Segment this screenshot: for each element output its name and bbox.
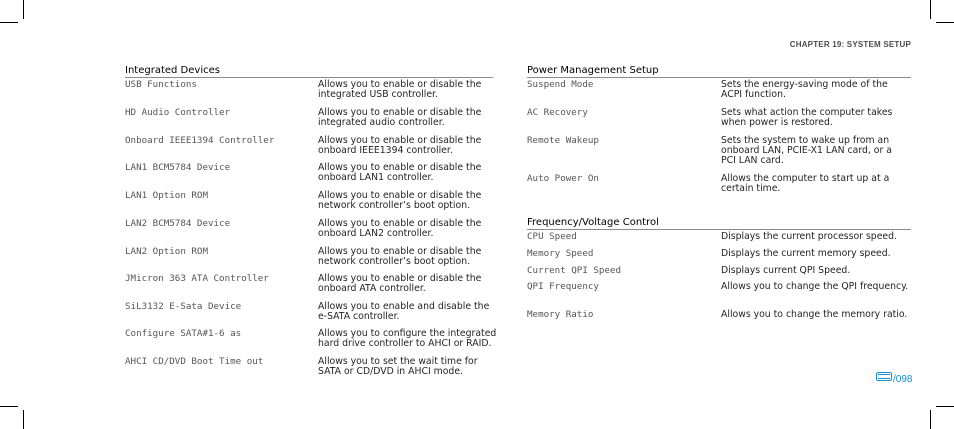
table-row — [527, 280, 911, 308]
setting-name: LAN2 Option ROM — [125, 246, 208, 257]
setting-name: Auto Power On — [527, 173, 599, 184]
table-row — [527, 247, 911, 264]
section-heading: Power Management Setup — [527, 64, 911, 78]
integrated-devices-section — [125, 64, 497, 383]
power-management-table — [527, 78, 911, 200]
setting-description: Allows you to enable or disable the onboard LAN1 controller. — [318, 162, 482, 183]
dell-logo-icon — [876, 372, 892, 381]
setting-description: Allows you to enable or disable the onboard ATA controller. — [318, 273, 482, 294]
setting-name: QPI Frequency — [527, 281, 599, 292]
crop-mark — [0, 406, 18, 407]
setting-description: Allows you to enable or disable the network controller’s boot option. — [318, 246, 482, 267]
page-separator: / — [893, 374, 896, 385]
setting-description: Allows you to set the wait time for SATA or CD/DVD in AHCI mode. — [318, 356, 478, 377]
crop-mark — [23, 410, 24, 429]
table-row — [125, 189, 493, 217]
table-row — [125, 300, 493, 327]
setting-name: Current QPI Speed — [527, 265, 622, 276]
frequency-voltage-table — [527, 230, 911, 336]
setting-description: Allows you to enable or disable the network controller’s boot option. — [318, 190, 482, 211]
setting-description: Allows you to enable or disable the onboard IEEE1394 controller. — [318, 135, 482, 156]
table-row — [527, 78, 911, 106]
crop-mark — [0, 22, 18, 23]
section-heading: Integrated Devices — [125, 64, 493, 78]
setting-name: Suspend Mode — [527, 79, 594, 90]
setting-description: Allows you to configure the integrated hard drive controller to AHCI or RAID. — [318, 328, 497, 349]
setting-name: Onboard IEEE1394 Controller — [125, 135, 275, 146]
crop-mark — [936, 22, 954, 23]
table-row — [125, 245, 493, 272]
setting-name: Configure SATA#1-6 as — [125, 328, 242, 339]
setting-description: Allows the computer to start up at a certain time. — [721, 173, 890, 194]
setting-description: Allows you to enable or disable the integrated audio controller. — [318, 107, 482, 128]
setting-description: Displays current QPI Speed. — [721, 265, 851, 276]
page-number-value: 098 — [895, 374, 913, 385]
section-heading: Frequency/Voltage Control — [527, 216, 911, 230]
setting-name: SiL3132 E-Sata Device — [125, 301, 242, 312]
setting-description: Allows you to enable and disable the e-SATA controller. — [318, 301, 490, 322]
frequency-voltage-section — [527, 216, 911, 336]
setting-name: Memory Ratio — [527, 309, 594, 320]
page-number — [876, 372, 912, 385]
setting-name: LAN1 Option ROM — [125, 190, 208, 201]
setting-description: Allows you to enable or disable the integrated USB controller. — [318, 79, 482, 100]
setting-name: AC Recovery — [527, 107, 588, 118]
setting-name: Memory Speed — [527, 248, 594, 259]
setting-description: Sets what action the computer takes when power is restored. — [721, 107, 893, 128]
setting-name: Remote Wakeup — [527, 135, 599, 146]
setting-description: Sets the system to wake up from an onboard LAN, PCIE-X1 LAN card, or a PCI LAN card. — [721, 135, 892, 166]
setting-name: USB Functions — [125, 79, 197, 90]
table-row — [125, 272, 493, 300]
table-row — [125, 161, 493, 189]
table-row — [527, 134, 911, 172]
setting-name: JMicron 363 ATA Controller — [125, 273, 269, 284]
setting-description: Sets the energy-saving mode of the ACPI function. — [721, 79, 888, 100]
setting-description: Displays the current processor speed. — [721, 231, 898, 242]
table-row — [125, 78, 493, 106]
setting-description: Displays the current memory speed. — [721, 248, 891, 259]
table-row — [527, 230, 911, 247]
table-row — [125, 217, 493, 245]
setting-name: CPU Speed — [527, 231, 577, 242]
setting-name: LAN1 BCM5784 Device — [125, 162, 231, 173]
table-row — [527, 308, 911, 336]
setting-name: HD Audio Controller — [125, 107, 231, 118]
table-row — [527, 106, 911, 134]
setting-description: Allows you to change the memory ratio. — [721, 309, 908, 320]
table-row — [125, 355, 493, 383]
crop-mark — [930, 0, 931, 19]
table-row — [125, 106, 493, 134]
setting-description: Allows you to change the QPI frequency. — [721, 281, 909, 292]
crop-mark — [930, 410, 931, 429]
table-row — [527, 264, 911, 280]
setting-name: LAN2 BCM5784 Device — [125, 218, 231, 229]
table-row — [125, 327, 497, 355]
crop-mark — [936, 406, 954, 407]
table-row — [125, 134, 493, 161]
setting-description: Allows you to enable or disable the onboard LAN2 controller. — [318, 218, 482, 239]
integrated-devices-table — [125, 78, 497, 383]
table-row — [527, 172, 911, 200]
chapter-title: CHAPTER 19: SYSTEM SETUP — [789, 40, 911, 49]
power-management-section — [527, 64, 911, 200]
crop-mark — [23, 0, 24, 19]
setting-name: AHCI CD/DVD Boot Time out — [125, 356, 264, 367]
